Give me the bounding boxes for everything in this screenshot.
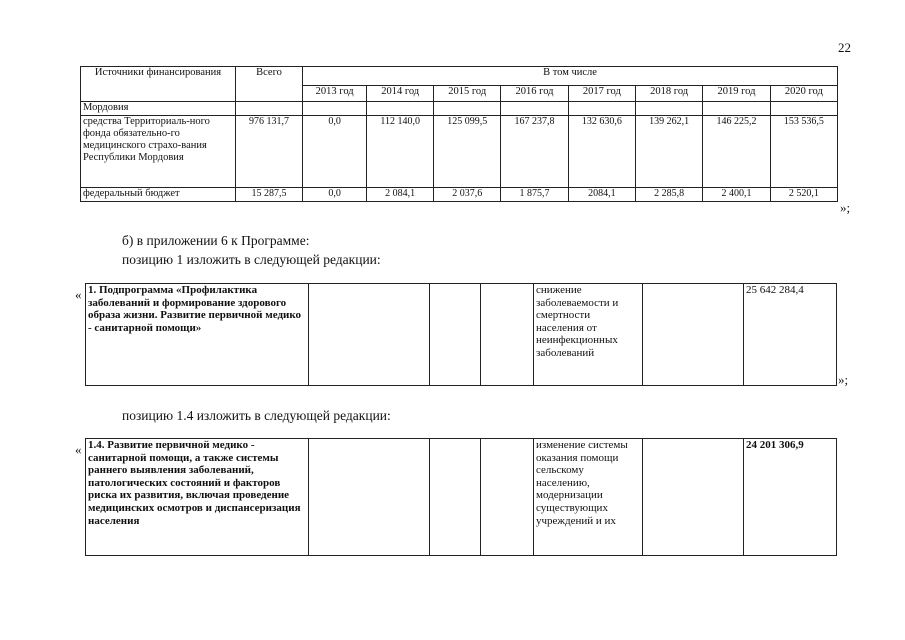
header-year: 2019 год	[703, 86, 770, 102]
empty-cell	[481, 284, 534, 386]
closing-quote: »;	[838, 372, 849, 387]
closing-quote: »;	[840, 200, 851, 215]
opening-quote: «	[75, 287, 82, 302]
paragraph: позицию 1 изложить в следующей редакции:	[122, 252, 381, 267]
row-value	[367, 102, 434, 116]
expected-result: снижение заболеваемости и смертности населения от неинфекционных заболеваний	[534, 284, 643, 386]
row-label: средства Территориаль-ного фонда обязательно-го медицинского страхо-вания Республики Мордовия	[81, 116, 236, 188]
subprogram-name: 1. Подпрограмма «Профилактика заболеваний и формирование здорового образа жизни. Развитие первичной медико - санитарной помощи»	[86, 284, 309, 386]
row-value: 153 536,5	[770, 116, 837, 188]
empty-cell	[430, 284, 481, 386]
empty-cell	[309, 284, 430, 386]
position-1-4-table	[85, 438, 837, 556]
row-total: 976 131,7	[236, 116, 303, 188]
row-total: 15 287,5	[236, 188, 303, 202]
row-value	[303, 102, 367, 116]
header-year: 2016 год	[501, 86, 568, 102]
financing-table	[80, 66, 838, 202]
row-value: 2 400,1	[703, 188, 770, 202]
header-year: 2017 год	[568, 86, 635, 102]
empty-cell	[481, 439, 534, 556]
row-value	[703, 102, 770, 116]
empty-cell	[643, 284, 744, 386]
row-value	[501, 102, 568, 116]
page-number: 22	[838, 40, 851, 55]
paragraph: позицию 1.4 изложить в следующей редакции:	[122, 408, 391, 423]
table-row	[86, 439, 837, 556]
table-row	[81, 102, 838, 116]
row-label: Мордовия	[81, 102, 236, 116]
empty-cell	[430, 439, 481, 556]
funding-amount: 25 642 284,4	[744, 284, 837, 386]
row-value: 2 285,8	[636, 188, 703, 202]
header-including: В том числе	[303, 67, 838, 86]
table-row	[81, 188, 838, 202]
row-value: 0,0	[303, 188, 367, 202]
empty-cell	[643, 439, 744, 556]
activity-name: 1.4. Развитие первичной медико - санитарной помощи, а также системы раннего выявления заболеваний, патологических состояний и факторов риска их развития, включая проведение медицинских осмотров и диспансеризация населения	[86, 439, 309, 556]
row-label: федеральный бюджет	[81, 188, 236, 202]
row-value: 0,0	[303, 116, 367, 188]
paragraph: б) в приложении 6 к Программе:	[122, 233, 310, 248]
table-row	[86, 284, 837, 386]
row-value: 2 037,6	[434, 188, 501, 202]
row-value: 146 225,2	[703, 116, 770, 188]
header-year: 2013 год	[303, 86, 367, 102]
row-value	[434, 102, 501, 116]
row-value: 2 084,1	[367, 188, 434, 202]
table-row	[81, 116, 838, 188]
header-year: 2020 год	[770, 86, 837, 102]
header-sources: Источники финансирования	[81, 67, 236, 102]
row-value	[770, 102, 837, 116]
header-year: 2014 год	[367, 86, 434, 102]
opening-quote: «	[75, 442, 82, 457]
header-year: 2015 год	[434, 86, 501, 102]
expected-result: изменение системы оказания помощи сельскому населению, модернизации существующих учреждений и их	[534, 439, 643, 556]
row-value	[568, 102, 635, 116]
row-value	[636, 102, 703, 116]
funding-amount: 24 201 306,9	[744, 439, 837, 556]
row-value: 139 262,1	[636, 116, 703, 188]
row-value: 167 237,8	[501, 116, 568, 188]
row-value: 2 520,1	[770, 188, 837, 202]
header-year: 2018 год	[636, 86, 703, 102]
header-total: Всего	[236, 67, 303, 102]
row-value: 1 875,7	[501, 188, 568, 202]
empty-cell	[309, 439, 430, 556]
row-value: 125 099,5	[434, 116, 501, 188]
row-value: 112 140,0	[367, 116, 434, 188]
row-value: 132 630,6	[568, 116, 635, 188]
row-total	[236, 102, 303, 116]
position-1-table	[85, 283, 837, 386]
row-value: 2084,1	[568, 188, 635, 202]
